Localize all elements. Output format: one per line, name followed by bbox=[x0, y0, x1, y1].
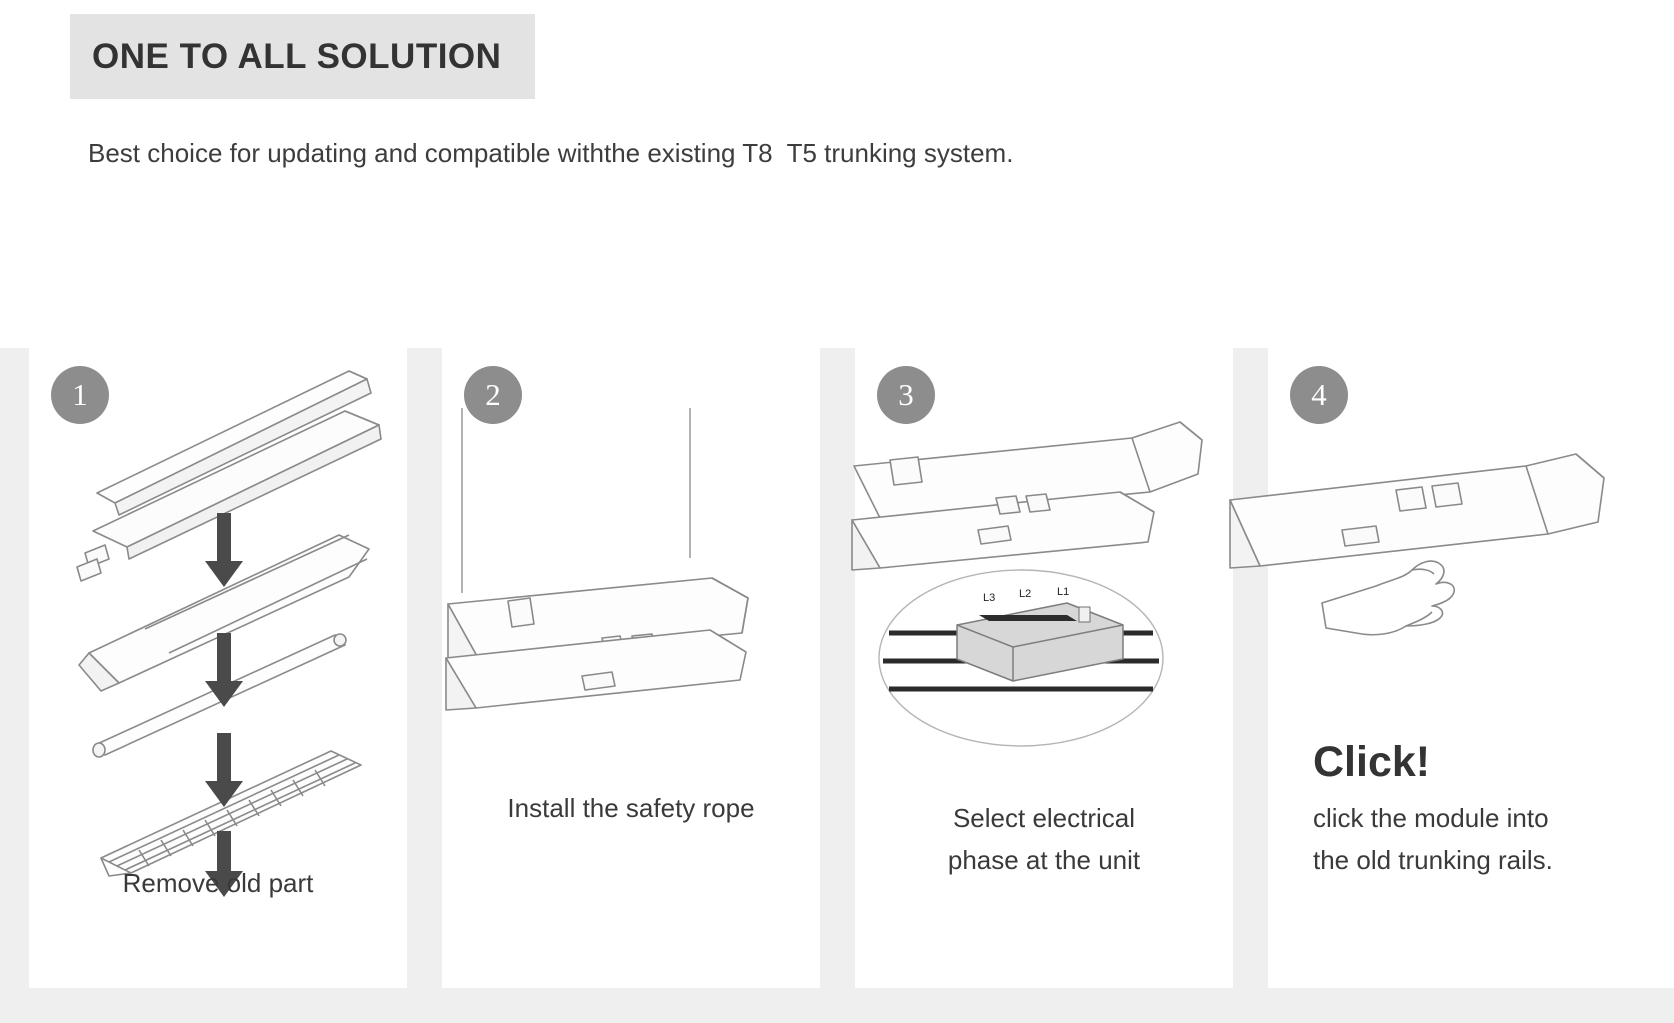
page-title-chip bbox=[70, 14, 535, 99]
phase-selector-detail-icon bbox=[871, 563, 1171, 753]
step-caption-3-line2: phase at the unit bbox=[947, 845, 1141, 875]
step-caption-1: Remove old part bbox=[122, 868, 314, 898]
step-panel-4 bbox=[1268, 348, 1674, 988]
click-label: Click! bbox=[1313, 738, 1431, 786]
step-number-badge-1: 1 bbox=[51, 366, 109, 424]
safety-rope-icon bbox=[442, 408, 782, 808]
click-in-module-icon bbox=[1226, 438, 1626, 668]
step-panel-2 bbox=[442, 348, 820, 988]
step-caption-2: Install the safety rope bbox=[507, 793, 755, 823]
step-caption-4-line1: click the module into bbox=[1313, 803, 1549, 833]
step-number-badge-2: 2 bbox=[464, 366, 522, 424]
step-caption-3-line1: Select electrical bbox=[952, 803, 1136, 833]
page-subtitle: Best choice for updating and compatible withthe existing T8 T5 trunking system. bbox=[88, 138, 1014, 168]
steps-container bbox=[0, 348, 1674, 1023]
step-caption-4-line2: the old trunking rails. bbox=[1313, 845, 1553, 875]
step-panel-1 bbox=[29, 348, 407, 988]
phase-label-l2: L2 bbox=[1019, 588, 1032, 600]
exploded-fixture-icon bbox=[49, 353, 389, 913]
step-number-badge-4: 4 bbox=[1290, 366, 1348, 424]
step-panel-3 bbox=[855, 348, 1233, 988]
page-title: ONE TO ALL SOLUTION bbox=[92, 36, 502, 76]
phase-label-l1: L1 bbox=[1057, 586, 1070, 598]
phase-label-l3: L3 bbox=[983, 592, 996, 604]
step-number-badge-3: 3 bbox=[877, 366, 935, 424]
